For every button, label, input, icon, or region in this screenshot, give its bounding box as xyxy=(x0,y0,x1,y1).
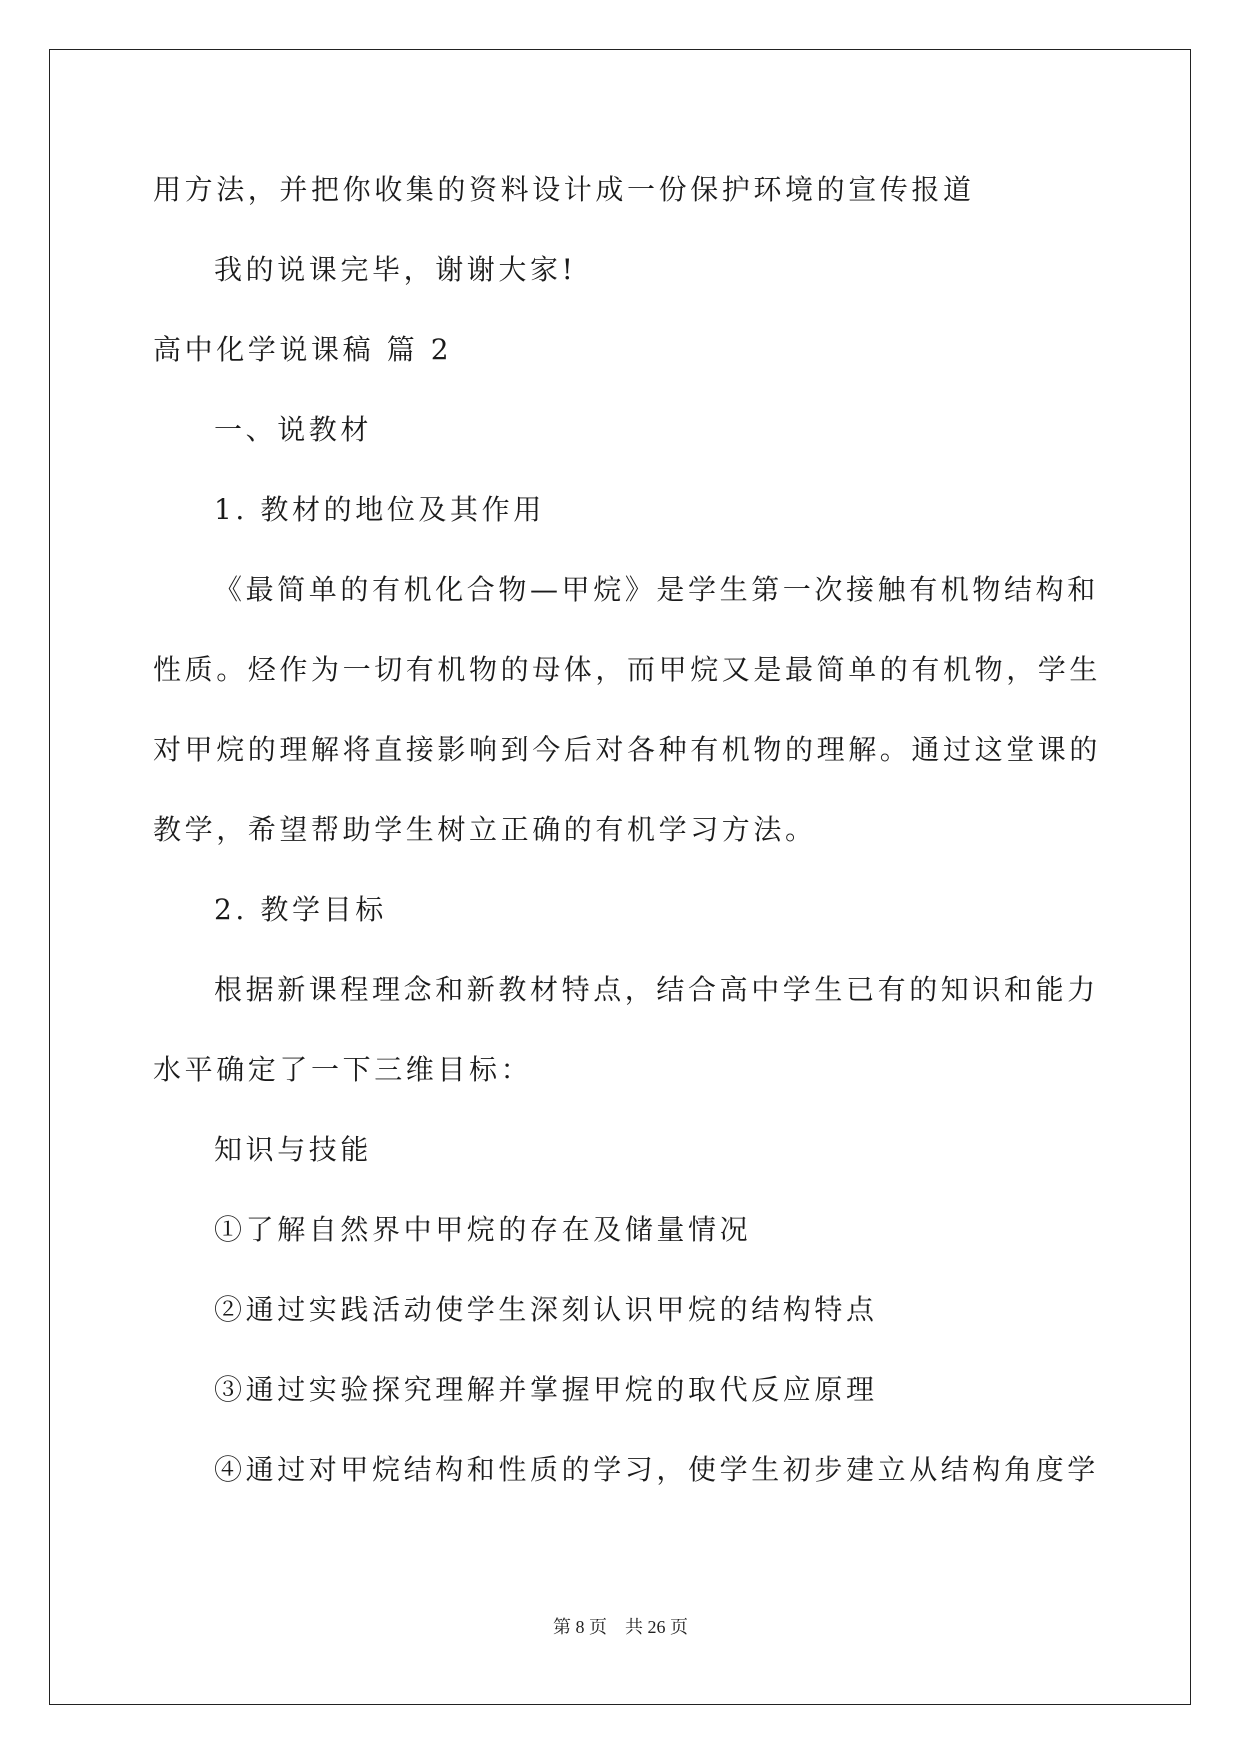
page-total: 共 26 页 xyxy=(625,1617,688,1637)
list-item: ③通过实验探究理解并掌握甲烷的取代反应原理 xyxy=(214,1373,878,1406)
paragraph-line: 水平确定了一下三维目标： xyxy=(153,1053,533,1086)
subsection-heading: 1. 教材的地位及其作用 xyxy=(214,493,545,526)
paragraph-line: 我的说课完毕，谢谢大家! xyxy=(214,253,577,286)
page-footer xyxy=(0,1615,1241,1639)
paragraph-line: 性质。烃作为一切有机物的母体，而甲烷又是最简单的有机物，学生 xyxy=(153,653,1102,686)
list-item: ①了解自然界中甲烷的存在及储量情况 xyxy=(214,1213,752,1246)
paragraph-line: 对甲烷的理解将直接影响到今后对各种有机物的理解。通过这堂课的 xyxy=(153,733,1102,766)
list-item: ④通过对甲烷结构和性质的学习，使学生初步建立从结构角度学 xyxy=(214,1453,1099,1486)
list-item: ②通过实践活动使学生深刻认识甲烷的结构特点 xyxy=(214,1293,878,1326)
section-heading: 高中化学说课稿 篇 2 xyxy=(153,333,453,366)
subsection-heading: 2. 教学目标 xyxy=(214,893,387,926)
paragraph-line: 根据新课程理念和新教材特点，结合高中学生已有的知识和能力 xyxy=(214,973,1099,1006)
subsection-heading: 知识与技能 xyxy=(214,1133,373,1166)
subsection-heading: 一、说教材 xyxy=(214,413,373,446)
page-number: 第 8 页 xyxy=(553,1617,607,1637)
paragraph-line: 用方法，并把你收集的资料设计成一份保护环境的宣传报道 xyxy=(153,173,975,206)
paragraph-line: 教学，希望帮助学生树立正确的有机学习方法。 xyxy=(153,813,817,846)
paragraph-line: 《最简单的有机化合物—甲烷》是学生第一次接触有机物结构和 xyxy=(214,573,1099,606)
